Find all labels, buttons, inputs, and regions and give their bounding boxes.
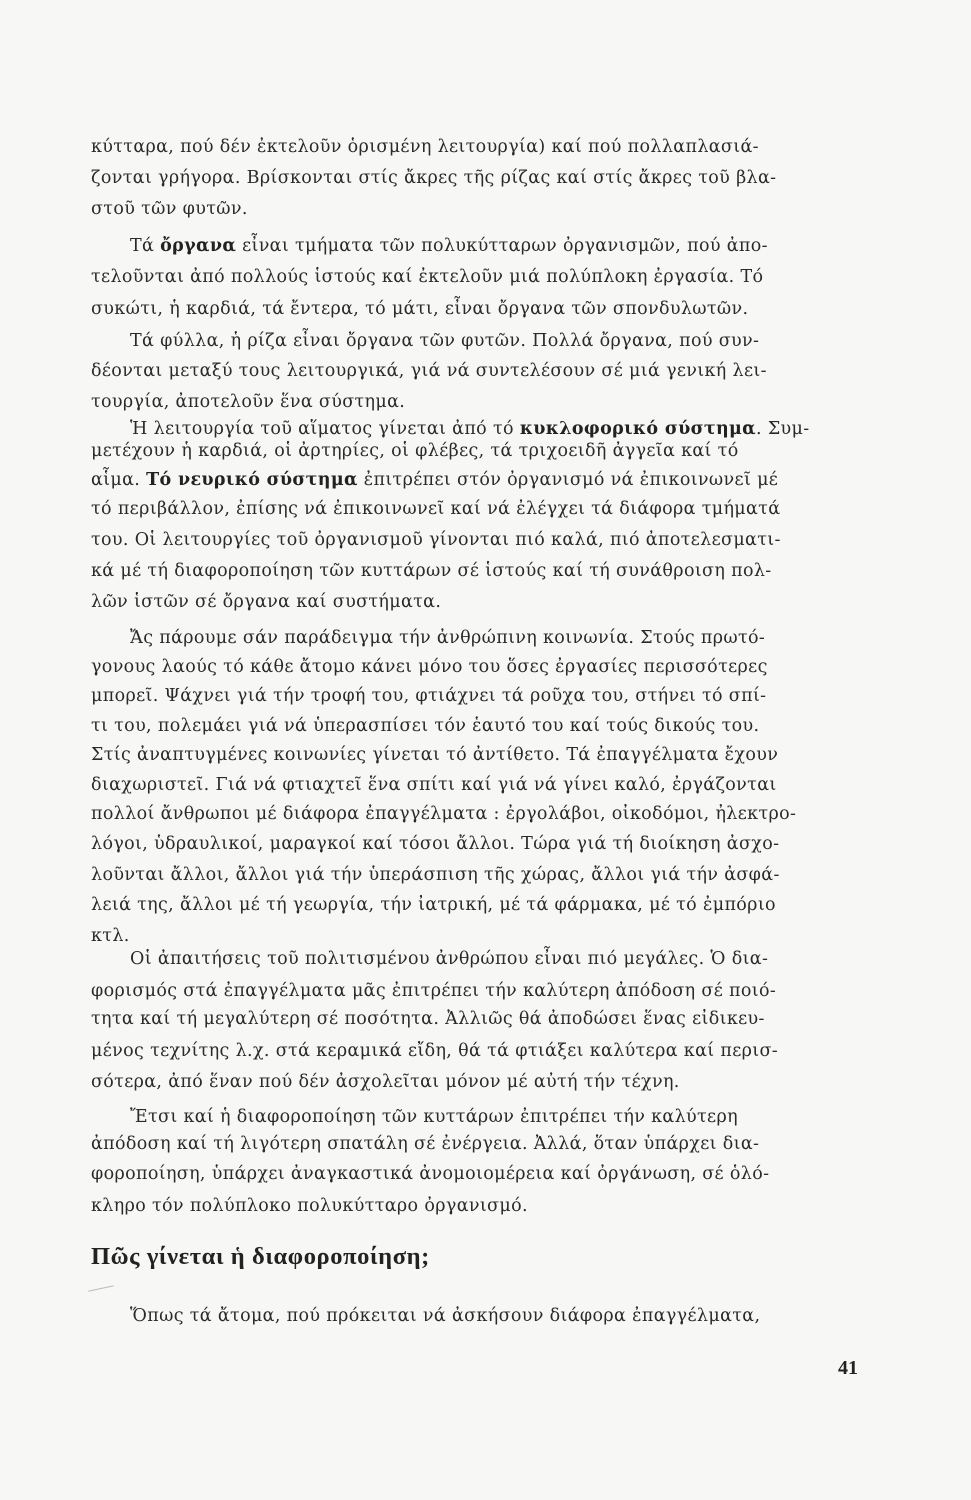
text-run: λῶν ἱστῶν σέ ὄργανα καί συστήματα. [91, 592, 442, 612]
paragraph-line [130, 1107, 738, 1127]
paragraph-line [91, 1134, 759, 1154]
paragraph-line [130, 236, 768, 256]
paragraph-line [91, 745, 778, 765]
page-number: 41 [838, 1357, 858, 1379]
paragraph-line [91, 1041, 778, 1061]
paragraph-line [91, 804, 796, 824]
paragraph-line [91, 592, 441, 612]
text-run: τελοῦνται ἀπό πολλούς ἱστούς καί ἐκτελοῦν μιά πολύπλοκη ἐργασία. Τό [91, 267, 764, 287]
text-run: λοῦνται ἄλλοι, ἄλλοι γιά τήν ὑπεράσπιση τῆς χώρας, ἄλλοι γιά τήν ἀσφά- [91, 865, 780, 885]
paragraph-line [130, 628, 765, 648]
paragraph-line [91, 168, 776, 188]
paragraph-line [91, 775, 777, 795]
paragraph-line [91, 686, 766, 706]
paragraph-line [91, 981, 776, 1001]
text-run: Ἄς πάρουμε σάν παράδειγμα τήν ἀνθρώπινη κοινωνία. Στούς πρωτό- [130, 628, 766, 648]
paragraph-line [91, 267, 763, 287]
text-run: αἷμα. [91, 470, 147, 490]
text-run: ἀπόδοση καί τή λιγότερη σπατάλη σέ ἐνέργεια. Ἀλλά, ὅταν ὑπάρχει δια- [91, 1134, 760, 1154]
paragraph-line [91, 895, 776, 915]
text-run: κά μέ τή διαφοροποίηση τῶν κυττάρων σέ ἱστούς καί τή συνάθροιση πολ- [91, 561, 772, 581]
text-run: διαχωριστεῖ. Γιά νά φτιαχτεῖ ἕνα σπίτι καί γιά νά γίνει καλό, ἐργάζονται [91, 775, 777, 795]
text-run: μπορεῖ. Ψάχνει γιά τήν τροφή του, φτιάχνει τά ροῦχα του, στήνει τό σπί- [91, 686, 767, 706]
paragraph-line [130, 331, 759, 351]
text-run: Τά [130, 236, 161, 256]
paragraph-line [91, 199, 248, 219]
text-run: Οἱ ἀπαιτήσεις τοῦ πολιτισμένου ἀνθρώπου εἶναι πιό μεγάλες. Ὁ δια- [130, 949, 769, 969]
text-run: κτλ. [91, 926, 130, 946]
paragraph-line [91, 137, 759, 157]
text-run: Τά φύλλα, ἡ ρίζα εἶναι ὄργανα τῶν φυτῶν. Πολλά ὄργανα, πού συν- [130, 331, 760, 351]
text-run: φορισμός στά ἐπαγγέλματα μᾶς ἐπιτρέπει τήν καλύτερη ἀπόδοση σέ ποιό- [91, 981, 777, 1001]
text-run: τητα καί τή μεγαλύτερη σέ ποσότητα. Ἀλλιῶς θά ἀποδώσει ἕνας εἰδικευ- [91, 1009, 765, 1029]
text-run: Ἔτσι καί ἡ διαφοροποίηση τῶν κυττάρων ἐπιτρέπει τήν καλύτερη [130, 1107, 738, 1127]
text-run: λειά της, ἄλλοι μέ τή γεωργία, τήν ἰατρική, μέ τά φάρμακα, μέ τό ἐμπόριο [91, 895, 776, 915]
text-run: κληρο τόν πολύπλοκο πολυκύτταρο ὀργανισμό. [91, 1196, 528, 1216]
text-run: Στίς ἀναπτυγμένες κοινωνίες γίνεται τό ἀντίθετο. Τά ἐπαγγέλματα ἔχουν [91, 745, 779, 765]
paragraph-line [91, 716, 759, 736]
text-run: λόγοι, ὑδραυλικοί, μαραγκοί καί τόσοι ἄλλοι. Τώρα γιά τή διοίκηση ἀσχο- [91, 834, 780, 854]
paragraph-line [130, 949, 768, 969]
paragraph-line [130, 419, 810, 439]
paragraph-line [91, 499, 780, 519]
scan-mark [88, 1285, 114, 1291]
bold-term: ὄργανα [160, 236, 237, 256]
paragraph-line [91, 657, 768, 677]
text-run: πολλοί ἄνθρωποι μέ διάφορα ἐπαγγέλματα : ἐργολάβοι, οἰκοδόμοι, ἠλεκτρο- [91, 804, 797, 824]
text-run: στοῦ τῶν φυτῶν. [91, 199, 248, 219]
section-heading: Πῶς γίνεται ἡ διαφοροποίηση; [91, 1243, 430, 1270]
text-run: συκώτι, ἡ καρδιά, τά ἔντερα, τό μάτι, εἶναι ὄργανα τῶν σπονδυλωτῶν. [91, 299, 749, 319]
paragraph-line [91, 1072, 680, 1092]
text-run: τι του, πολεμάει γιά νά ὑπερασπίσει τόν ἑαυτό του καί τούς δικούς του. [91, 716, 760, 736]
paragraph-line [91, 834, 779, 854]
paragraph-line [91, 1196, 528, 1216]
paragraph-line [91, 1009, 765, 1029]
text-run: ἐπιτρέπει στόν ὀργανισμό νά ἐπικοινωνεῖ μέ [357, 470, 779, 490]
text-run: . Συμ- [756, 419, 810, 439]
paragraph-line [91, 561, 772, 581]
paragraph-line [91, 392, 405, 412]
paragraph-line [91, 865, 780, 885]
paragraph-line [91, 1164, 769, 1184]
text-run: τό περιβάλλον, ἐπίσης νά ἐπικοινωνεῖ καί νά ἐλέγχει τά διάφορα τμήματά [91, 499, 781, 519]
text-run: φοροποίηση, ὑπάρχει ἀναγκαστικά ἀνομοιομέρεια καί ὀργάνωση, σέ ὁλό- [91, 1164, 770, 1184]
text-run: μένος τεχνίτης λ.χ. στά κεραμικά εἴδη, θά τά φτιάξει καλύτερα καί περισ- [91, 1041, 779, 1061]
paragraph-line: Ὅπως τά ἄτομα, πού πρόκειται νά ἀσκήσουν διάφορα ἐπαγγέλματα, [130, 1306, 761, 1326]
bold-term: κυκλοφορικό σύστημα [519, 419, 756, 439]
text-run: τουργία, ἀποτελοῦν ἕνα σύστημα. [91, 392, 406, 412]
text-run: ζονται γρήγορα. Βρίσκονται στίς ἄκρες τῆς ρίζας καί στίς ἄκρες τοῦ βλα- [91, 168, 777, 188]
text-run: δέονται μεταξύ τους λειτουργικά, γιά νά συντελέσουν σέ μιά γενική λει- [91, 361, 767, 381]
paragraph-line [91, 926, 130, 946]
text-run: του. Οἱ λειτουργίες τοῦ ὀργανισμοῦ γίνονται πιό καλά, πιό ἀποτελεσματι- [91, 530, 781, 550]
text-run: σότερα, ἀπό ἕναν πού δέν ἀσχολεῖται μόνον μέ αὐτή τήν τέχνη. [91, 1072, 680, 1092]
paragraph-line [91, 530, 781, 550]
text-run: εἶναι τμήματα τῶν πολυκύτταρων ὀργανισμῶν, πού ἀπο- [236, 236, 768, 256]
paragraph-line [91, 361, 767, 381]
text-run: γονους λαούς τό κάθε ἄτομο κάνει μόνο του ὅσες ἐργασίες περισσότερες [91, 657, 768, 677]
text-run: Ἡ λειτουργία τοῦ αἵματος γίνεται ἀπό τό [130, 419, 520, 439]
text-run: μετέχουν ἡ καρδιά, οἱ ἀρτηρίες, οἱ φλέβες, τά τριχοειδῆ ἀγγεῖα καί τό [91, 441, 739, 461]
bold-term: Τό νευρικό σύστημα [146, 470, 358, 490]
text-run: κύτταρα, πού δέν ἐκτελοῦν ὁρισμένη λειτουργία) καί πού πολλαπλασιά- [91, 137, 759, 157]
paragraph-line [91, 470, 778, 490]
paragraph-line [91, 299, 748, 319]
paragraph-line [91, 441, 739, 461]
